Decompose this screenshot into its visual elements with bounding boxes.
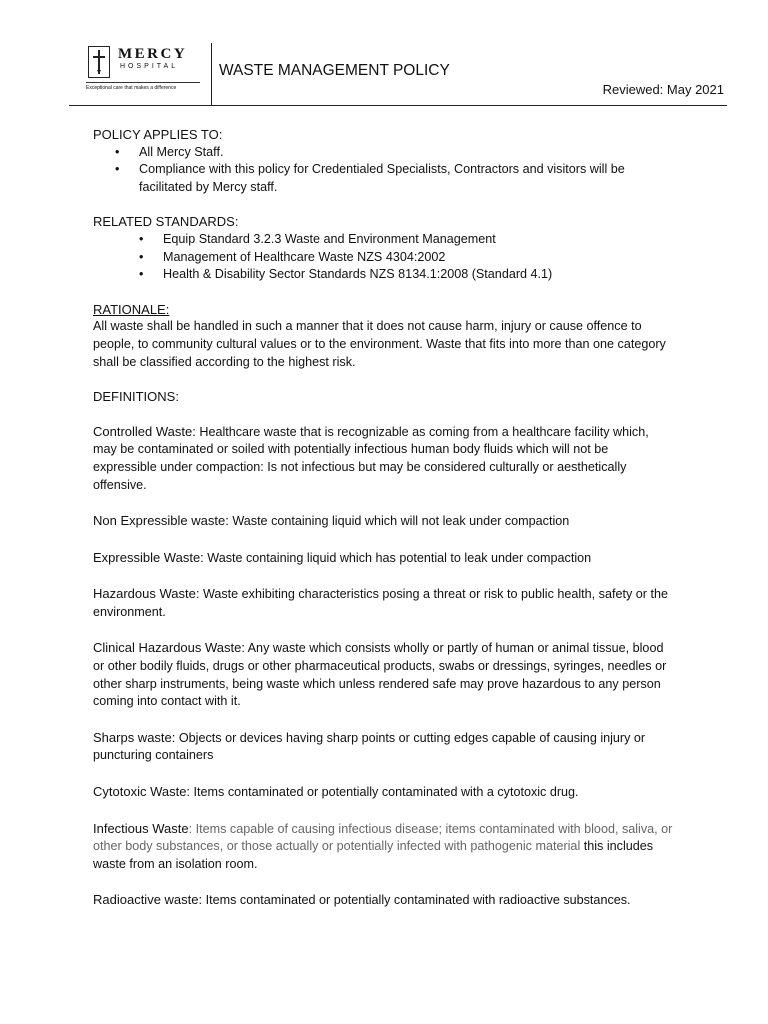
document-title: WASTE MANAGEMENT POLICY <box>219 62 450 79</box>
bullet-list <box>93 144 673 197</box>
definition-item <box>93 783 673 802</box>
rationale-section <box>93 301 673 371</box>
definition-term: Clinical Hazardous Waste <box>93 640 242 656</box>
definition-item <box>93 585 673 621</box>
logo-subname: HOSPITAL <box>120 63 179 70</box>
logo-name: MERCY <box>118 46 188 62</box>
header-horizontal-divider <box>69 105 727 106</box>
definition-text: : Any waste which consists wholly or partly of human or animal tissue, blood or other bodily fluids, drugs or other pharmaceutical products, swabs or dressings, syringes, needles or other sharp instruments, being waste which unless rendered safe may prove hazardous to any person coming into contact with it. <box>93 641 667 709</box>
definition-text: Healthcare waste that is recognizable as coming from a healthcare facility which, may be contaminated or soiled with potentially infectious human body fluids which will not be expressible under compaction: Is not infectious but may be considered culturally or aesthetically offensive. <box>93 424 649 492</box>
definition-text: Items contaminated or potentially contaminated with a cytotoxic drug. <box>190 785 579 800</box>
header-vertical-divider <box>211 43 212 105</box>
definition-text: this includes waste from an isolation room. <box>93 839 654 871</box>
definition-item <box>93 639 673 710</box>
cross-icon <box>88 46 110 78</box>
section-heading: RATIONALE: <box>93 301 170 317</box>
list-item: • All Mercy Staff. <box>93 144 673 162</box>
definition-text-grey: : Items capable of causing infectious disease; items contaminated with blood, saliva, or other body substances, or those actually or potentially infected with pathogenic material <box>93 821 673 854</box>
definition-term: Non Expressible waste: <box>93 513 229 529</box>
definition-term: Controlled Waste: <box>93 423 196 439</box>
definition-text: Waste containing liquid which has potential to leak under compaction <box>203 550 592 565</box>
definition-item <box>93 512 673 531</box>
bullet-list <box>93 231 673 284</box>
definition-item <box>93 729 673 765</box>
definition-item <box>93 423 673 494</box>
definition-term: Infectious Waste <box>93 820 189 836</box>
definition-term: Cytotoxic Waste: <box>93 784 191 800</box>
list-item: • Equip Standard 3.2.3 Waste and Environment Management <box>93 231 673 249</box>
definitions-section <box>93 388 673 406</box>
definition-term: Hazardous Waste: <box>93 586 200 602</box>
section-heading: DEFINITIONS: <box>93 389 179 405</box>
document-body <box>93 126 673 928</box>
document-header <box>0 0 768 110</box>
list-item: • Health & Disability Sector Standards NZS 8134.1:2008 (Standard 4.1) <box>93 266 673 284</box>
logo-divider <box>86 82 200 83</box>
rationale-text: All waste shall be handled in such a manner that it does not cause harm, injury or cause offence to people, to community cultural values or to the environment. Waste that fits into more than one category shall be classified according to the highest risk. <box>93 319 666 369</box>
definition-text: Objects or devices having sharp points or cutting edges capable of causing injury or puncturing containers <box>93 730 646 763</box>
definition-text: Waste containing liquid which will not leak under compaction <box>228 514 570 529</box>
section-heading: POLICY APPLIES TO: <box>93 127 223 142</box>
definition-term: Sharps waste: <box>93 729 176 745</box>
definition-term: Expressible Waste: <box>93 549 204 565</box>
policy-applies-section <box>93 126 673 196</box>
definition-text: Items contaminated or potentially contaminated with radioactive substances. <box>202 893 631 908</box>
related-standards-section <box>93 213 673 283</box>
list-item: • Management of Healthcare Waste NZS 4304:2002 <box>93 249 673 267</box>
definition-term: Radioactive waste: <box>93 892 203 908</box>
definition-item <box>93 891 673 910</box>
section-heading: RELATED STANDARDS: <box>93 214 239 230</box>
mercy-hospital-logo <box>86 44 200 94</box>
definition-item <box>93 820 673 874</box>
logo-tagline: Exceptional care that makes a difference <box>86 85 177 91</box>
list-item: • Compliance with this policy for Credentialed Specialists, Contractors and visitors will be facilitated by Mercy staff. <box>93 161 673 196</box>
definition-item <box>93 549 673 568</box>
reviewed-date: Reviewed: May 2021 <box>602 82 724 97</box>
definition-text: Waste exhibiting characteristics posing a threat or risk to public health, safety or the environment. <box>93 587 668 619</box>
